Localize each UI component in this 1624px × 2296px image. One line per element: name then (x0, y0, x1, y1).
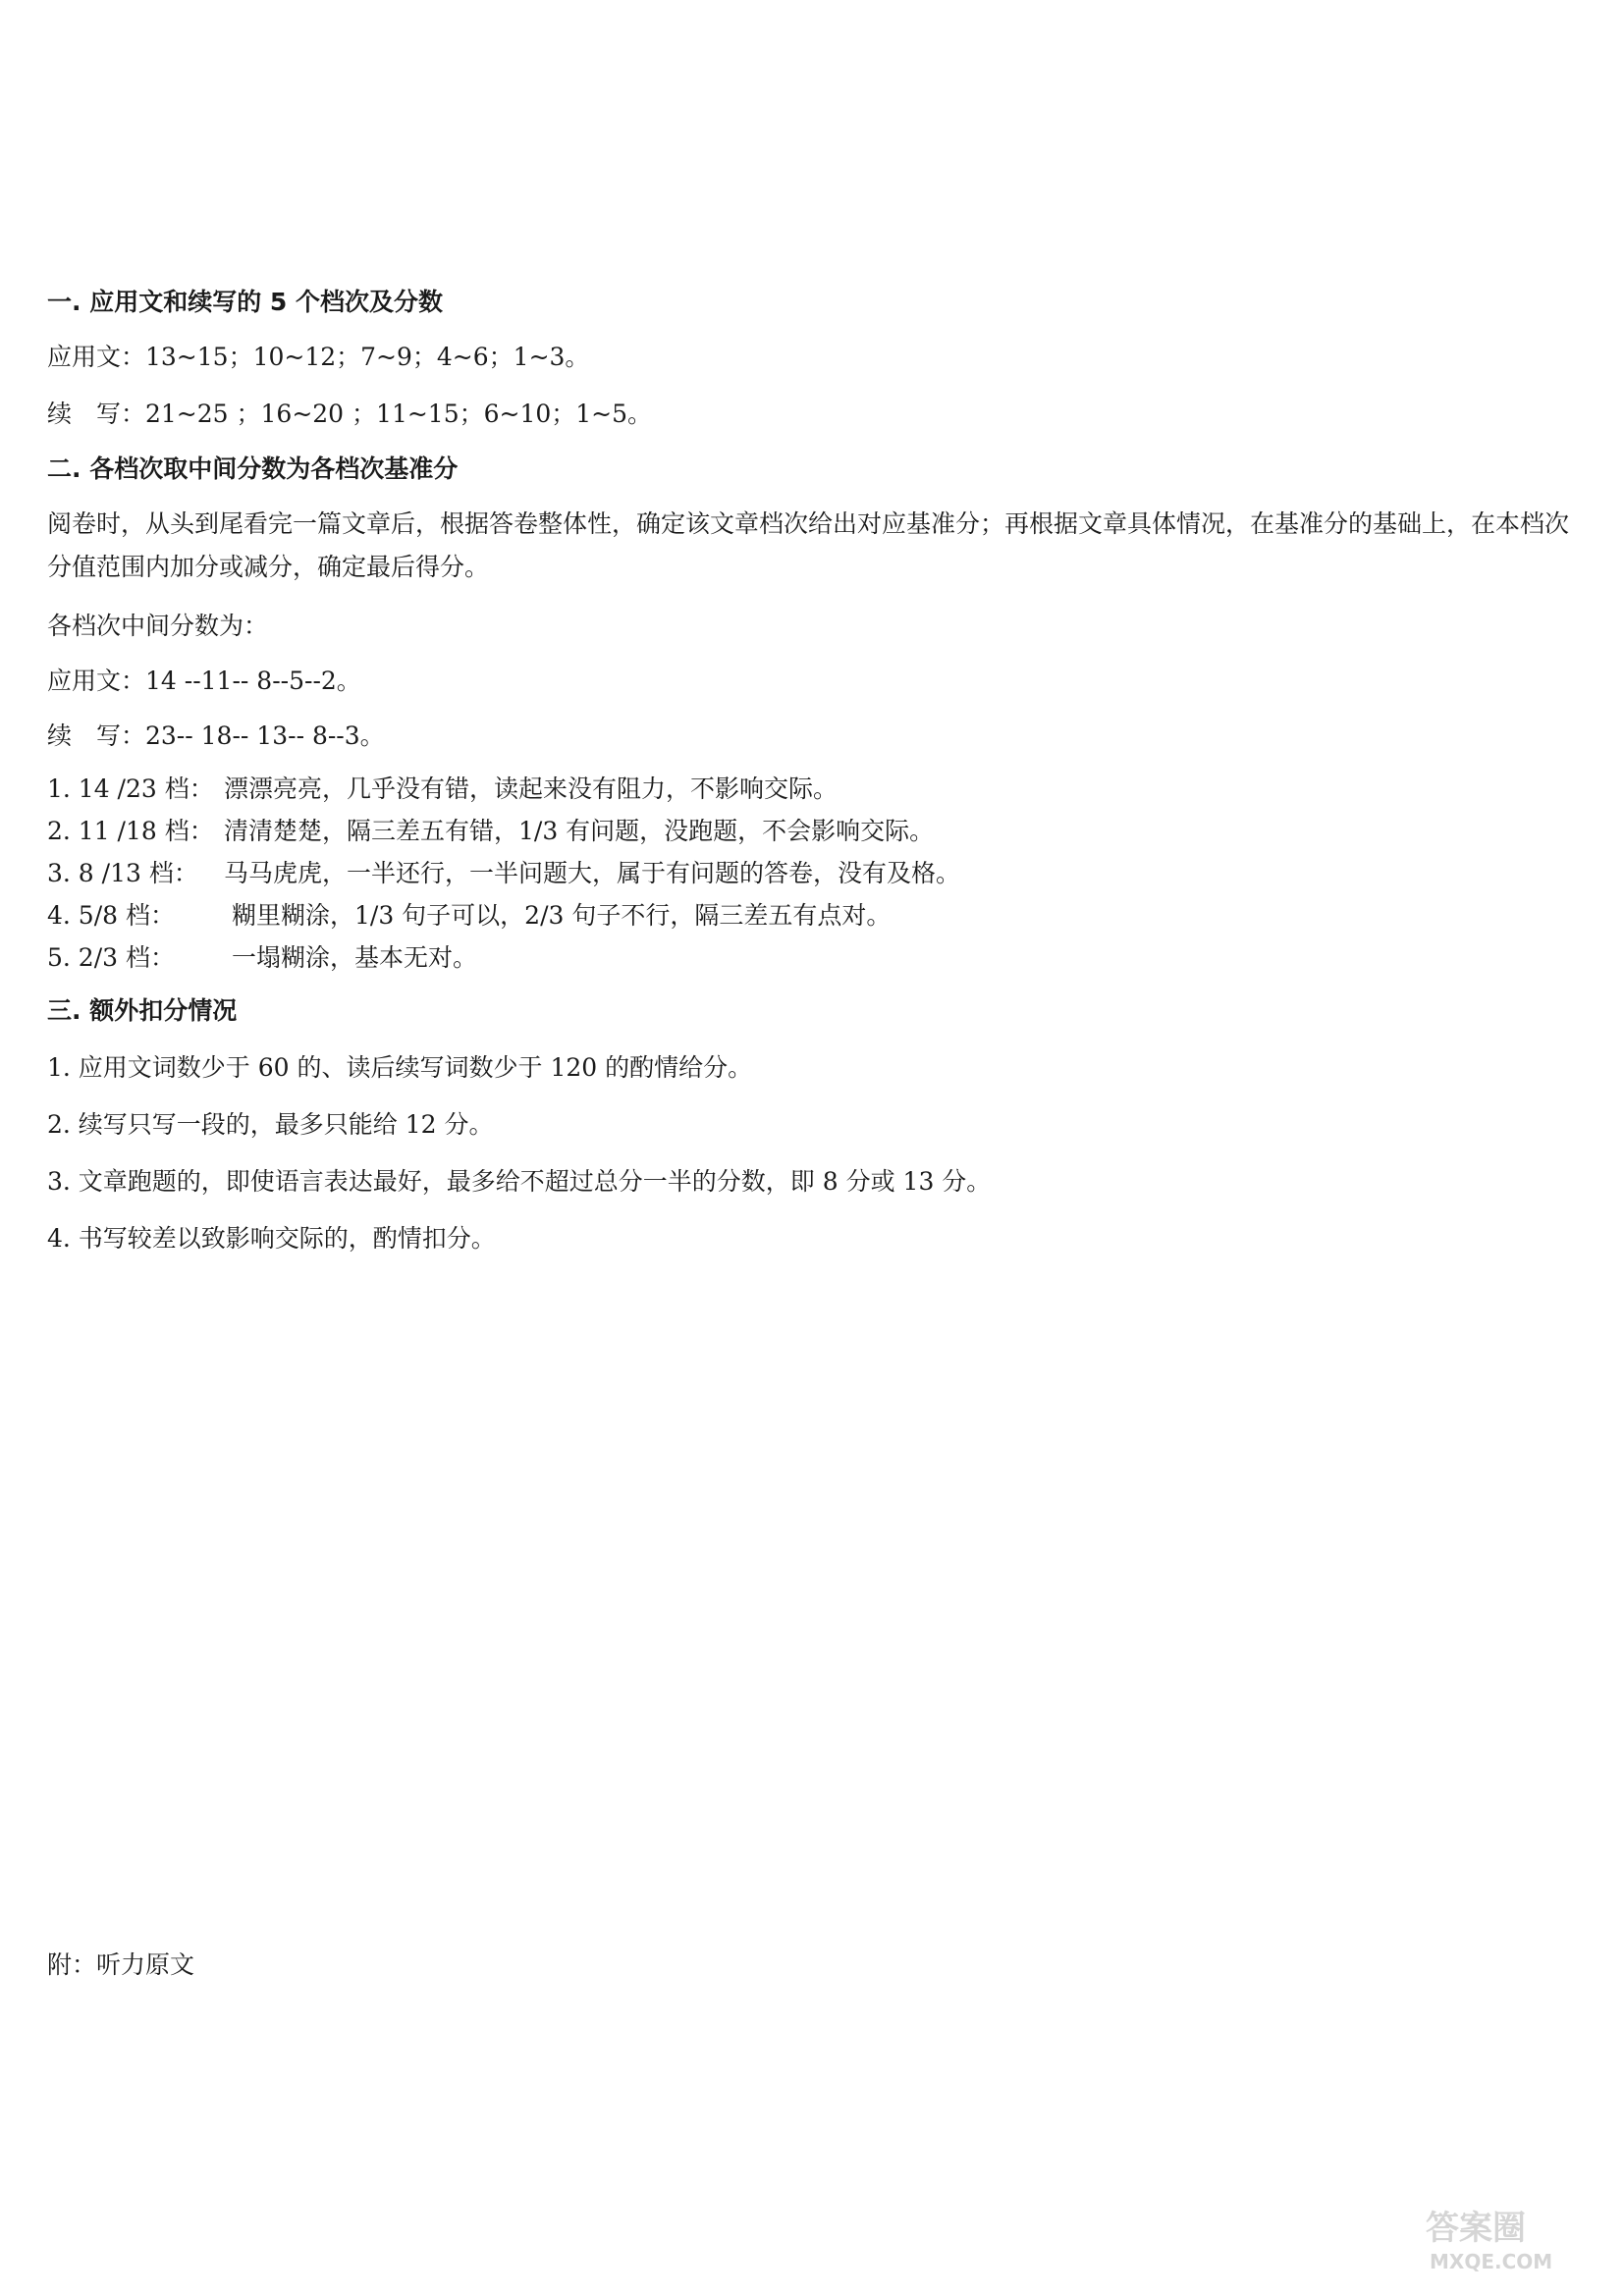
level-item (47, 854, 960, 893)
yingyongwen-scores: 应用文：13~15；10~12；7~9；4~6；1~3。 (47, 343, 590, 371)
level-desc: 一塌糊涂，基本无对。 (232, 943, 478, 972)
level-item (47, 896, 891, 935)
section-1-heading: 一. 应用文和续写的 5 个档次及分数 (47, 288, 444, 316)
deduction-item: 4. 书写较差以致影响交际的，酌情扣分。 (47, 1224, 496, 1253)
level-desc: 清清楚楚，隔三差五有错，1/3 有问题，没跑题，不会影响交际。 (224, 817, 935, 845)
xuxie-mid-scores: 续 写：23-- 18-- 13-- 8--3。 (47, 721, 385, 750)
section-3-heading: 三. 额外扣分情况 (47, 996, 238, 1025)
level-label: 1. 14 /23 档： (47, 774, 214, 803)
deduction-item: 2. 续写只写一段的，最多只能给 12 分。 (47, 1110, 494, 1139)
level-desc: 糊里糊涂，1/3 句子可以，2/3 句子不行，隔三差五有点对。 (232, 901, 892, 930)
marking-paragraph: 阅卷时，从头到尾看完一篇文章后，根据答卷整体性，确定该文章档次给出对应基准分；再根据文章具体情况，在基准分的基础上，在本档次分值范围内加分或减分，确定最后得分。 (47, 509, 1570, 581)
watermark-top-text: 答案圈 (1426, 2209, 1526, 2248)
level-desc: 马马虎虎，一半还行，一半问题大，属于有问题的答卷，没有及格。 (224, 859, 961, 887)
level-item (47, 770, 838, 809)
mid-scores-intro: 各档次中间分数为： (47, 612, 269, 640)
level-label: 5. 2/3 档： (47, 943, 175, 972)
level-label: 4. 5/8 档： (47, 901, 175, 930)
level-desc: 漂漂亮亮，几乎没有错，读起来没有阻力，不影响交际。 (224, 774, 839, 803)
appendix-label: 附：听力原文 (47, 1950, 195, 1979)
yingyongwen-mid-scores: 应用文：14 --11-- 8--5--2。 (47, 667, 361, 695)
level-item (47, 938, 477, 978)
deduction-item: 1. 应用文词数少于 60 的、读后续写词数少于 120 的酌情给分。 (47, 1053, 753, 1082)
section-2-heading: 二. 各档次取中间分数为各档次基准分 (47, 454, 459, 483)
watermark-bottom-text: MXQE.COM (1430, 2250, 1553, 2273)
level-label: 2. 11 /18 档： (47, 817, 214, 845)
xuxie-scores: 续 写：21~25 ；16~20 ；11~15；6~10；1~5。 (47, 400, 653, 428)
watermark-logo (1418, 2198, 1585, 2276)
deduction-item: 3. 文章跑题的，即使语言表达最好，最多给不超过总分一半的分数，即 8 分或 13 分。 (47, 1167, 992, 1196)
level-label: 3. 8 /13 档： (47, 859, 198, 887)
level-item (47, 812, 934, 851)
